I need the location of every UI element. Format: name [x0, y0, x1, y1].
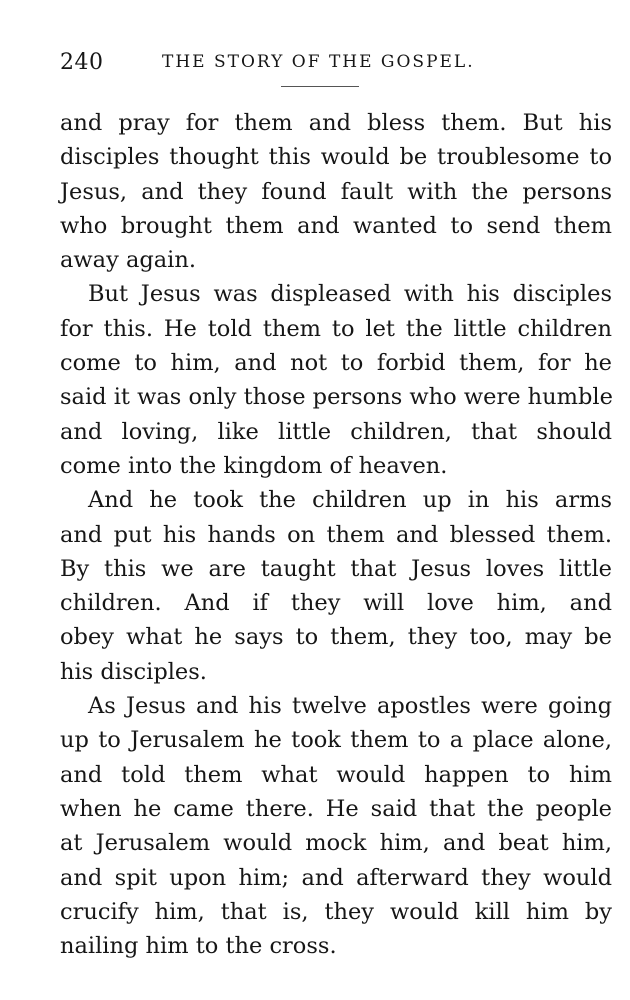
text-line: and pray for them and bless them. But his	[60, 110, 612, 136]
text-line: up to Jerusalem he took them to a place alone,	[60, 727, 612, 754]
text-line: at Jerusalem would mock him, and beat him,	[60, 830, 612, 857]
page-number: 240	[60, 50, 104, 75]
text-line: crucify him, that is, they would kill him by	[60, 898, 612, 925]
header-rule	[281, 86, 359, 87]
text-line: and told them what would happen to him	[60, 761, 612, 788]
running-head	[60, 50, 612, 80]
text-line: who brought them and wanted to send them	[60, 212, 612, 239]
text-line: and loving, like little children, that should	[60, 418, 612, 445]
paragraph-4	[60, 689, 612, 963]
page-body	[60, 106, 612, 963]
text-line: come into the kingdom of heaven.	[60, 452, 448, 479]
text-line: Jesus, and they found fault with the persons	[60, 178, 612, 205]
paragraph-2	[60, 277, 612, 483]
text-line: disciples thought this would be troublesome to	[60, 144, 612, 171]
text-line: obey what he says to them, they too, may be	[60, 624, 612, 651]
text-line: and spit upon him; and afterward they would	[60, 864, 612, 891]
text-line: By this we are taught that Jesus loves little	[60, 555, 612, 582]
text-line: when he came there. He said that the people	[60, 795, 612, 822]
text-line: and put his hands on them and blessed them.	[60, 521, 612, 548]
text-line: for this. He told them to let the little children	[60, 315, 612, 342]
text-line: his disciples.	[60, 658, 207, 685]
book-title: THE STORY OF THE GOSPEL.	[162, 52, 475, 72]
text-line: nailing him to the cross.	[60, 933, 337, 960]
text-line: As Jesus and his twelve apostles were going	[88, 693, 612, 720]
text-line: children. And if they will love him, and	[60, 590, 612, 617]
text-line: And he took the children up in his arms	[88, 487, 612, 514]
text-line: away again.	[60, 247, 197, 274]
text-line: come to him, and not to forbid them, for he	[60, 350, 612, 377]
text-line: said it was only those persons who were humble	[60, 384, 613, 411]
text-line: But Jesus was displeased with his disciples	[88, 281, 612, 308]
paragraph-1	[60, 106, 612, 277]
paragraph-3	[60, 483, 612, 689]
